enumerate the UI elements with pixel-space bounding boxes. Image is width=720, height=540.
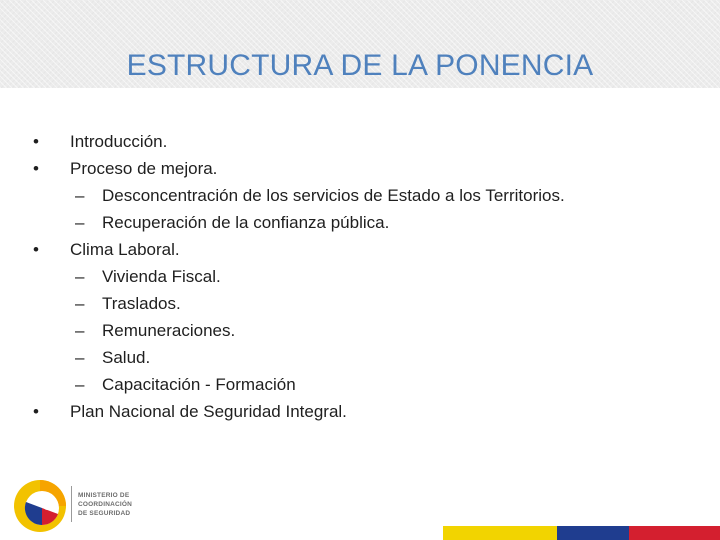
list-subitem <box>0 317 720 344</box>
dash-marker: – <box>75 267 85 286</box>
logo-divider <box>71 486 72 522</box>
list-item-text: Introducción. <box>70 132 168 151</box>
ministry-logo-icon <box>12 478 68 534</box>
bullet-marker: • <box>33 132 39 151</box>
list-item <box>0 236 720 263</box>
dash-marker: – <box>75 213 85 232</box>
bullet-marker: • <box>33 240 39 259</box>
list-subitem-text: Capacitación - Formación <box>102 375 296 394</box>
list-subitem <box>0 371 720 398</box>
dash-marker: – <box>75 321 85 340</box>
list-subitem <box>0 263 720 290</box>
list-subitem-text: Recuperación de la confianza pública. <box>102 213 390 232</box>
flag-stripe-yellow <box>443 526 557 540</box>
list-subitem-text: Salud. <box>102 348 151 367</box>
ministry-line: DE SEGURIDAD <box>78 510 131 517</box>
list-subitem-text: Remuneraciones. <box>102 321 236 340</box>
list-subitem <box>0 182 720 209</box>
flag-stripe-red <box>629 526 720 540</box>
list-item-text: Proceso de mejora. <box>70 159 218 178</box>
slide-title: ESTRUCTURA DE LA PONENCIA <box>126 49 594 82</box>
list-subitem-text: Vivienda Fiscal. <box>102 267 221 286</box>
dash-marker: – <box>75 375 85 394</box>
dash-marker: – <box>75 348 85 367</box>
ministry-line: COORDINACIÓN <box>78 501 133 508</box>
dash-marker: – <box>75 294 85 313</box>
list-subitem <box>0 209 720 236</box>
list-subitem <box>0 290 720 317</box>
flag-stripe-blue <box>557 526 629 540</box>
list-item-text: Clima Laboral. <box>70 240 180 259</box>
list-subitem-text: Desconcentración de los servicios de Estado a los Territorios. <box>102 186 565 205</box>
ministry-line: MINISTERIO DE <box>78 492 130 499</box>
bullet-marker: • <box>33 159 39 178</box>
bullet-list <box>0 128 720 425</box>
bullet-marker: • <box>33 402 39 421</box>
list-item-text: Plan Nacional de Seguridad Integral. <box>70 402 347 421</box>
list-subitem-text: Traslados. <box>102 294 181 313</box>
dash-marker: – <box>75 186 85 205</box>
list-subitem <box>0 344 720 371</box>
ministry-name <box>78 491 132 518</box>
list-item <box>0 398 720 425</box>
list-item <box>0 128 720 155</box>
list-item <box>0 155 720 182</box>
